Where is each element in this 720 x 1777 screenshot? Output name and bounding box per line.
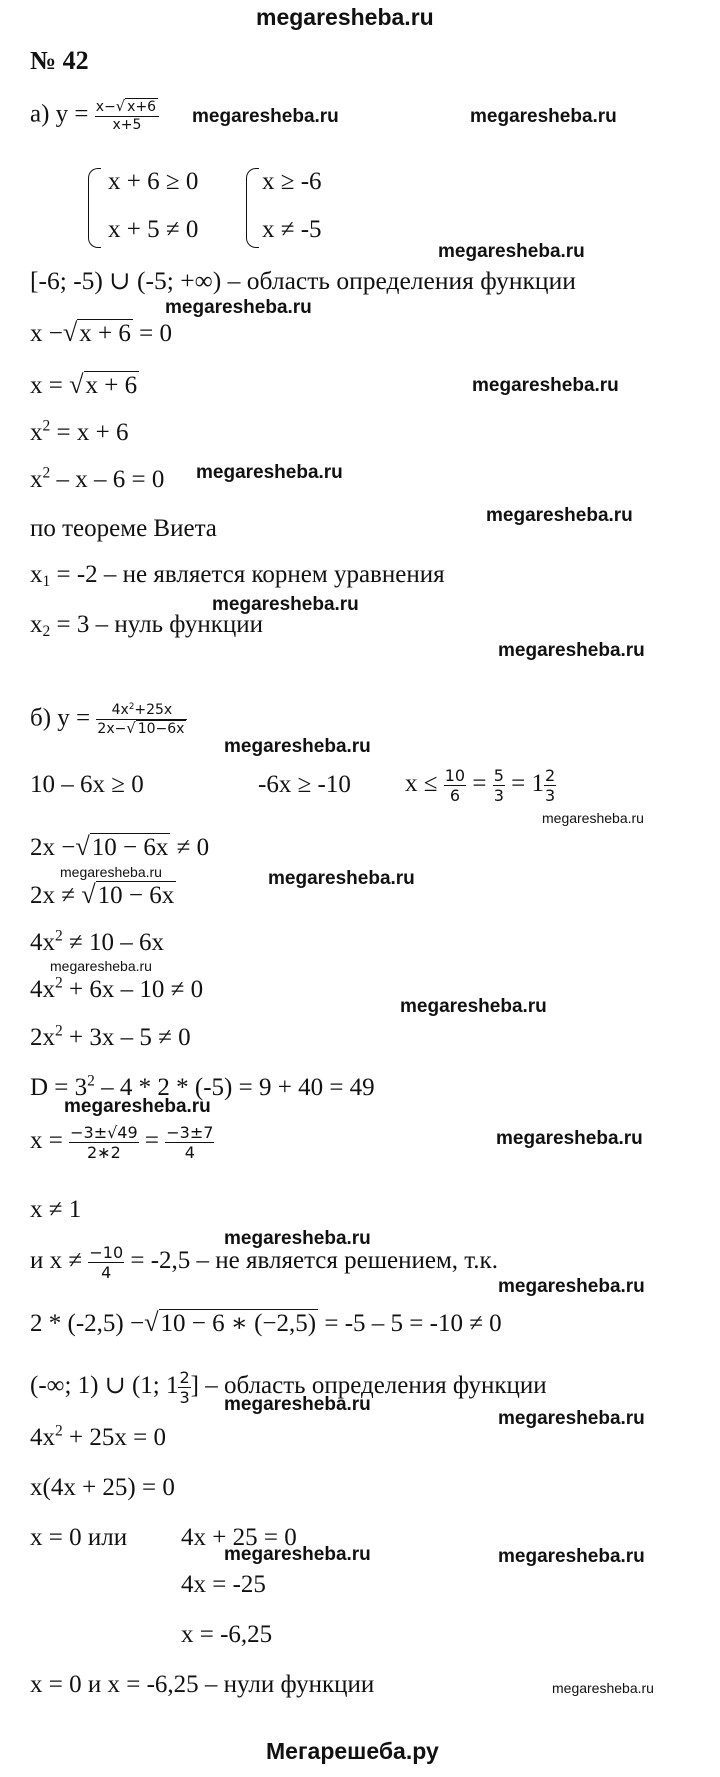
watermark: megaresheba.ru: [486, 505, 633, 526]
condition: -6x ≥ -10: [258, 771, 351, 798]
watermark: megaresheba.ru: [496, 1128, 643, 1149]
check-equation: 2 * (-2,5) −√10 − 6 ∗ (−2,5) = -5 – 5 = -10 ≠ 0: [30, 1308, 502, 1337]
watermark: megaresheba.ru: [438, 241, 585, 262]
system-brace: [246, 168, 259, 248]
watermark: megaresheba.ru: [552, 1680, 654, 1696]
inequation: и x ≠ $\frac{-10}{4}$ = -2,5 – не является решением, т.к.: [30, 1243, 498, 1282]
equation: x = √x + 6: [30, 370, 138, 399]
watermark: megaresheba.ru: [224, 1394, 371, 1415]
watermark: megaresheba.ru: [224, 736, 371, 757]
part-b-label: б) y =: [30, 704, 91, 732]
site-footer: Мегарешеба.ру: [266, 1738, 439, 1764]
equation: $x^2 - x - 6 = 0$: [30, 464, 165, 493]
system-brace: [88, 168, 101, 248]
watermark: megaresheba.ru: [470, 106, 617, 127]
discriminant: $D = 3^2 - 4 * 2 * (-5) = 9 + 40 = 49$: [30, 1072, 375, 1101]
equation: 4x = -25: [181, 1571, 266, 1598]
equation: 4x + 25 = 0: [181, 1524, 297, 1551]
watermark: megaresheba.ru: [60, 864, 162, 880]
inequation: x ≠ 1: [30, 1196, 82, 1223]
inequation: $4x^2 \ne 10 - 6x$: [30, 927, 164, 956]
part-a-label: а) y =: [30, 100, 89, 128]
watermark: megaresheba.ru: [268, 868, 415, 889]
problem-number: № 42: [30, 46, 89, 75]
inequation: 2x ≠ √10 − 6x: [30, 880, 175, 909]
watermark: megaresheba.ru: [498, 1546, 645, 1567]
watermark: megaresheba.ru: [542, 810, 644, 826]
watermark: megaresheba.ru: [212, 594, 359, 615]
watermark: megaresheba.ru: [400, 996, 547, 1017]
domain-statement: (-∞; 1) ∪ (1; 1 $\frac{2}{3}$ ] – область определения функции: [30, 1368, 547, 1407]
equation: $x^2 = x + 6$: [30, 417, 129, 446]
watermark: megaresheba.ru: [498, 1276, 645, 1297]
watermark: megaresheba.ru: [165, 297, 312, 318]
inequation: $4x^2 + 6x - 10 \ne 0$: [30, 974, 204, 1003]
watermark: megaresheba.ru: [224, 1544, 371, 1565]
part-b-fraction: $\frac{4x^2+25x}{2x-√ 10-6x}$: [96, 702, 187, 738]
equation: $4x^2 + 25x = 0$: [30, 1422, 166, 1451]
inequation: 2x −√10 − 6x ≠ 0: [30, 832, 210, 861]
watermark: megaresheba.ru: [192, 106, 339, 127]
watermark: megaresheba.ru: [64, 1096, 211, 1117]
watermark: megaresheba.ru: [498, 640, 645, 661]
watermark: megaresheba.ru: [472, 375, 619, 396]
final-answer: x = 0 и x = -6,25 – нули функции: [30, 1671, 375, 1698]
part-a-fraction: $\frac{x-√ x+6}{x+5}$: [95, 98, 159, 134]
watermark: megaresheba.ru: [50, 958, 152, 974]
root: $x_2 = 3$ – нуль функции: [30, 611, 263, 640]
watermark: megaresheba.ru: [224, 1228, 371, 1249]
root: $x_1 = -2$ – не является корнем уравнения: [30, 561, 445, 590]
site-header: megaresheba.ru: [256, 4, 434, 30]
condition: x ≤ $\frac{10}{6}$ = $\frac{5}{3}$ = 1 $\frac{2}{3}$: [405, 766, 556, 805]
watermark: megaresheba.ru: [196, 462, 343, 483]
inequation: $2x^2 + 3x - 5 \ne 0$: [30, 1022, 191, 1051]
system-inequality: x ≥ -6: [262, 168, 322, 195]
equation: x −√x + 6 = 0: [30, 318, 172, 347]
part-b-function: [30, 702, 187, 738]
roots-formula: x = $\frac{-3\pm√49}{2∗2}$ = $\frac{-3\pm 7}{4}$: [30, 1123, 214, 1162]
equation: x = 0 или: [30, 1524, 128, 1551]
vieta-text: по теореме Виета: [30, 515, 217, 542]
equation: x(4x + 25) = 0: [30, 1474, 175, 1501]
system-inequality: x + 6 ≥ 0: [108, 168, 199, 195]
watermark: megaresheba.ru: [498, 1408, 645, 1429]
system-inequality: x ≠ -5: [262, 216, 322, 243]
equation: x = -6,25: [181, 1621, 273, 1648]
part-a-function: [30, 98, 159, 134]
condition: 10 – 6x ≥ 0: [30, 771, 144, 798]
domain-statement: [-6; -5) ∪ (-5; +∞) – область определения функции: [30, 266, 576, 295]
system-inequality: x + 5 ≠ 0: [108, 216, 199, 243]
